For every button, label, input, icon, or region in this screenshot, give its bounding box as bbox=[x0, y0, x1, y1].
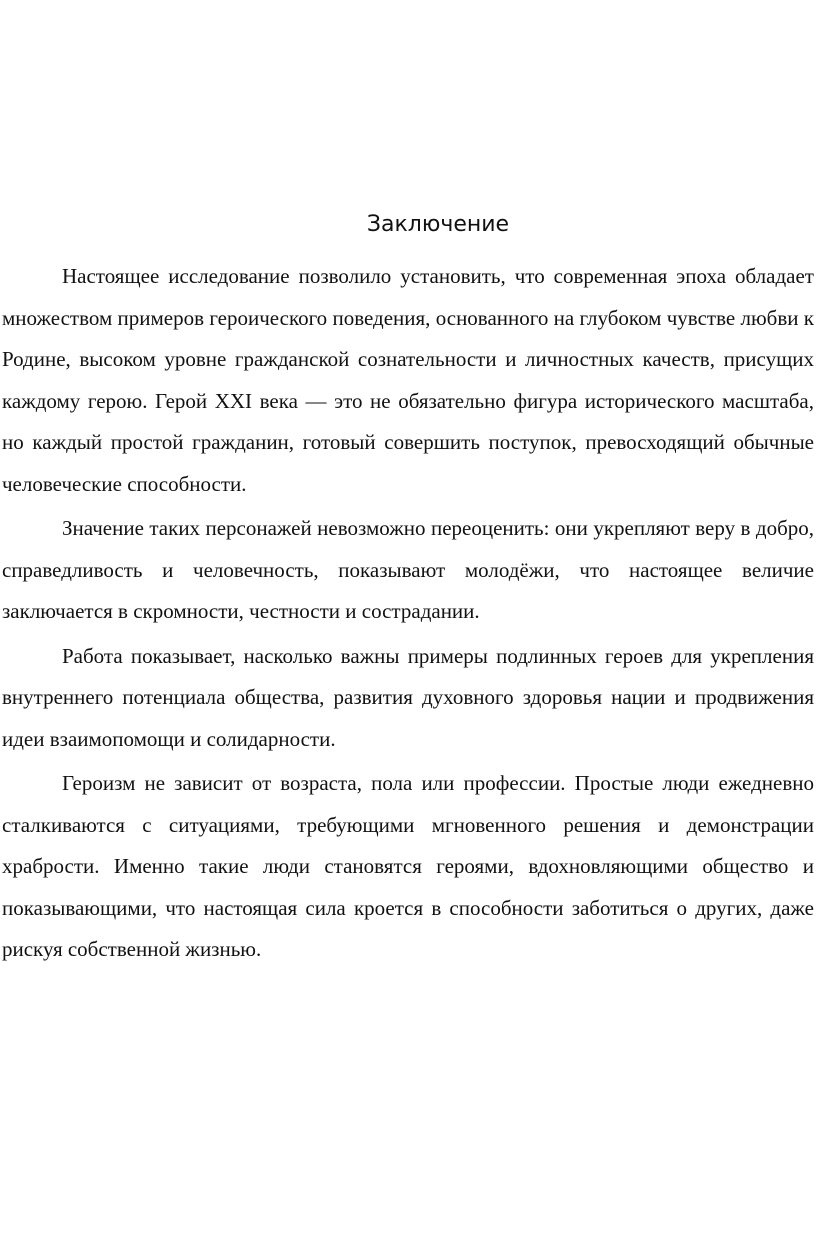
paragraph-3: Работа показывает, насколько важны примеры подлинных героев для укрепления внутреннего потенциала общества, развития духовного здоровья нации и продвижения идеи взаимопомощи и солидарности. bbox=[2, 643, 814, 751]
document-body bbox=[2, 256, 814, 974]
paragraph-4: Героизм не зависит от возраста, пола или профессии. Простые люди ежедневно сталкиваются с ситуациями, требующими мгновенного решения и демонстрации храбрости. Именно такие люди становятся героями, вдохновляющими общество и показывающими, что настоящая сила кроется в способности заботиться о других, даже рискуя собственной жизнью. bbox=[2, 771, 814, 961]
paragraph-2: Значение таких персонажей невозможно переоценить: они укрепляют веру в добро, справедливость и человечность, показывают молодёжи, что настоящее величие заключается в скромности, честности и сострадании. bbox=[2, 516, 814, 623]
paragraph-1: Настоящее исследование позволило установить, что современная эпоха обладает множеством примеров героического поведения, основанного на глубоком чувстве любви к Родине, высоком уровне гражданской сознательности и личностных качеств, присущих каждому герою. Герой XXI века — это не обязательно фигура исторического масштаба, но каждый простой гражданин, готовый совершить поступок, превосходящий обычные человеческие способности. bbox=[2, 264, 814, 496]
page-title: Заключение bbox=[366, 212, 510, 237]
